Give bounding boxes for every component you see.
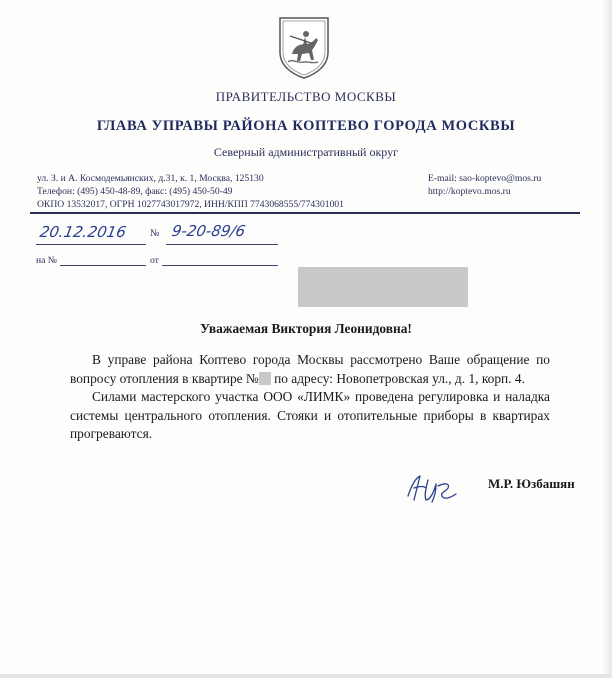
reference-date-line — [162, 265, 278, 266]
address-block — [37, 172, 344, 211]
reference-row — [36, 255, 57, 266]
date-underline — [36, 244, 146, 245]
reference-number-line — [60, 265, 146, 266]
paragraph-1-address: по адресу: Новопетровская ул., д. 1, корп. 4. — [270, 370, 525, 386]
paragraph-1 — [70, 351, 550, 388]
district-name: Северный административный округ — [213, 145, 399, 159]
scan-edge — [602, 0, 612, 678]
website-line: http://koptevo.mos.ru — [428, 186, 511, 197]
registration-number: 9-20-89/6 — [170, 222, 247, 240]
paragraph-2: Силами мастерского участка ООО «ЛИМК» проведена регулировка и наладка системы центрального отопления. Стояки и отопительные приборы в квартирах прогреваются. — [70, 389, 550, 441]
redacted-recipient-block — [298, 267, 468, 307]
header-divider — [30, 212, 580, 214]
letter-body — [70, 351, 550, 444]
paragraph-1-text: В управе района Коптево города Москвы рассмотрено Ваше обращение по вопросу отопления в квартире № — [70, 352, 550, 386]
address-line: Телефон: (495) 450-48-89, факс: (495) 450-50-49 — [37, 186, 233, 197]
reference-from-label: от — [150, 255, 159, 266]
government-title: ПРАВИТЕЛЬСТВО МОСКВЫ — [215, 89, 397, 104]
registration-date: 20.12.2016 — [38, 223, 128, 241]
head-title: ГЛАВА УПРАВЫ РАЙОНА КОПТЕВО ГОРОДА МОСКВЫ — [96, 118, 516, 134]
signature-icon — [402, 470, 464, 506]
number-underline — [166, 244, 278, 245]
redacted-apartment — [259, 372, 271, 385]
reference-prefix: на № — [36, 255, 57, 266]
address-line: ул. З. и А. Космодемьянских, д.31, к. 1, Москва, 125130 — [37, 173, 264, 184]
registration-number-label: № — [150, 228, 160, 239]
scan-edge-bottom — [0, 674, 612, 678]
salutation: Уважаемая Виктория Леонидовна! — [200, 321, 412, 336]
signer-name: М.Р. Юзбашян — [488, 476, 575, 491]
email-line: E-mail: sao-koptevo@mos.ru — [428, 173, 542, 184]
address-line: ОКПО 13532017, ОГРН 1027743017972, ИНН/КПП 7743068555/774301001 — [37, 199, 344, 210]
contacts-block — [428, 172, 541, 198]
moscow-coat-of-arms-icon — [276, 14, 332, 80]
